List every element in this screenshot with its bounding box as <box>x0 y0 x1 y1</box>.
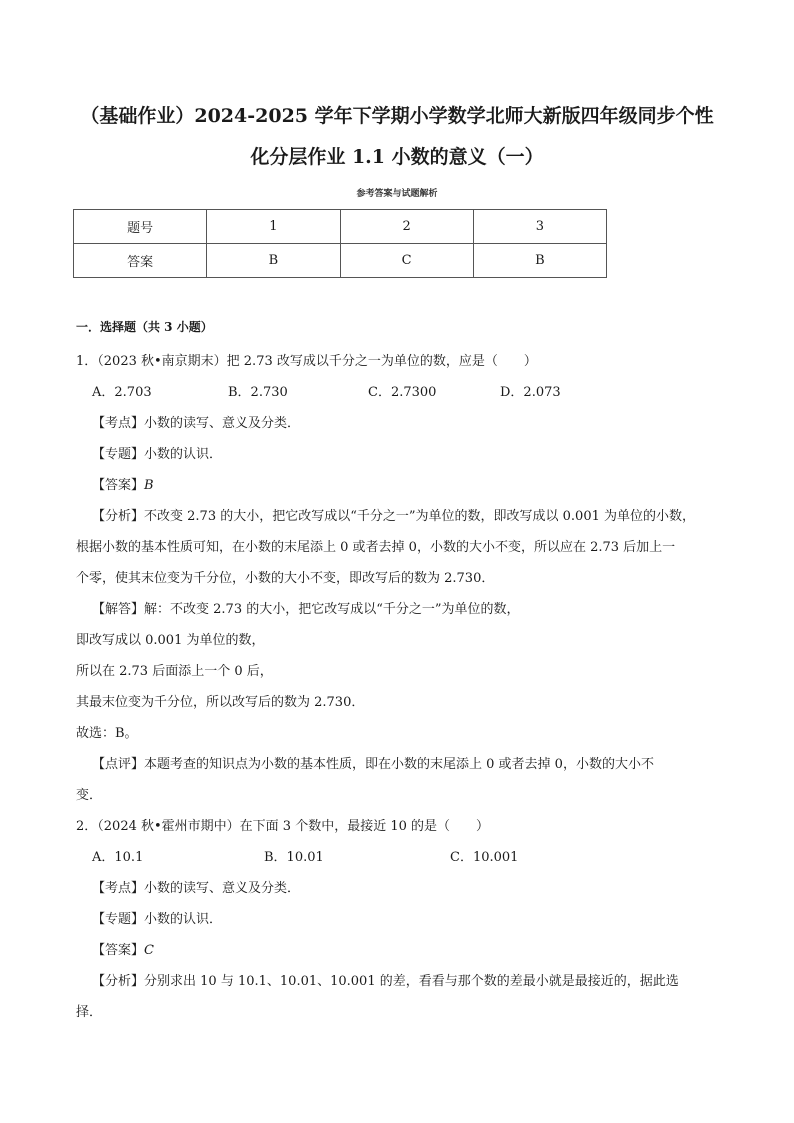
option-a: A．10.1 <box>92 850 144 865</box>
document-subtitle: 参考答案与试题解析 <box>356 189 438 199</box>
table-cell: B <box>473 244 606 278</box>
fenxi-text: 分别求出 10 与 10.1、10.01、10.001 的差，看看与那个数的差最小就是最接近的，据此选 <box>144 974 679 989</box>
zhuanti-line <box>76 904 726 935</box>
fenxi-line-3: 个零，使其末位变为千分位，小数的大小不变，即改写后的数为 2.730． <box>76 571 495 586</box>
table-cell: 2 <box>340 210 473 244</box>
daan-line <box>76 935 726 966</box>
zhuanti-line <box>76 439 726 470</box>
daan-line <box>76 470 726 501</box>
daan-label: 【答案】 <box>92 943 145 958</box>
fenxi-label: 【分析】 <box>92 509 145 524</box>
kaodian-line <box>76 408 726 439</box>
option-b: B．10.01 <box>264 850 324 865</box>
table-cell: 3 <box>473 210 606 244</box>
kaodian-text: 小数的读写、意义及分类． <box>144 416 301 431</box>
dianping-label: 【点评】 <box>92 757 145 772</box>
option-b: B．2.730 <box>228 385 288 400</box>
option-c: C．2.7300 <box>368 385 437 400</box>
kaodian-text: 小数的读写、意义及分类． <box>144 881 301 896</box>
section-title: 一．选择题（共 3 小题） <box>76 320 213 334</box>
jieda-line-3: 所以在 2.73 后面添上一个 0 后， <box>76 664 273 679</box>
document-title-line-1: （基础作业）2024-2025 学年下学期小学数学北师大新版四年级同步个性 <box>80 105 714 127</box>
daan-text: C <box>144 943 154 958</box>
jieda-line-4: 其最末位变为千分位，所以改写后的数为 2.730． <box>76 695 365 710</box>
kaodian-label: 【考点】 <box>92 416 145 431</box>
table-cell: 1 <box>207 210 340 244</box>
jieda-line-1 <box>76 594 726 625</box>
fenxi-line-1 <box>76 501 726 532</box>
jieda-line-5: 故选：B。 <box>76 726 138 741</box>
fenxi-line-2: 根据小数的基本性质可知，在小数的末尾添上 0 或者去掉 0，小数的大小不变，所以应在 2.73 后加上一 <box>76 540 676 555</box>
options-row <box>76 377 726 408</box>
answer-table <box>73 209 607 278</box>
jieda-label: 【解答】 <box>92 602 145 617</box>
zhuanti-label: 【专题】 <box>92 447 145 462</box>
question-1 <box>76 346 726 811</box>
question-stem: 1．（2023 秋•南京期末）把 2.73 改写成以千分之一为单位的数，应是（ ） <box>76 354 537 369</box>
table-cell: 答案 <box>74 244 207 278</box>
fenxi-label: 【分析】 <box>92 974 145 989</box>
fenxi-line-2: 择． <box>76 1005 103 1020</box>
table-cell: 题号 <box>74 210 207 244</box>
jieda-line-2: 即改写成以 0.001 为单位的数， <box>76 633 265 648</box>
fenxi-line-1 <box>76 966 726 997</box>
daan-label: 【答案】 <box>92 478 145 493</box>
answer-table-header-row <box>74 210 607 244</box>
zhuanti-text: 小数的认识． <box>144 447 223 462</box>
kaodian-line <box>76 873 726 904</box>
dianping-text: 本题考查的知识点为小数的基本性质，即在小数的末尾添上 0 或者去掉 0，小数的大小不 <box>144 757 654 772</box>
table-cell: C <box>340 244 473 278</box>
table-cell: B <box>207 244 340 278</box>
dianping-line-1 <box>76 749 726 780</box>
question-2 <box>76 811 726 1028</box>
option-a: A．2.703 <box>92 385 152 400</box>
option-d: D．2.073 <box>500 385 561 400</box>
jieda-text: 解：不改变 2.73 的大小，把它改写成以“千分之一”为单位的数， <box>144 602 520 617</box>
fenxi-text: 不改变 2.73 的大小，把它改写成以“千分之一”为单位的数，即改写成以 0.001 为单位的小数， <box>144 509 695 524</box>
document-body <box>76 316 726 1028</box>
option-c: C．10.001 <box>450 850 519 865</box>
dianping-line-2: 变． <box>76 788 103 803</box>
zhuanti-text: 小数的认识． <box>144 912 223 927</box>
kaodian-label: 【考点】 <box>92 881 145 896</box>
daan-text: B <box>144 478 154 493</box>
options-row <box>76 842 726 873</box>
zhuanti-label: 【专题】 <box>92 912 145 927</box>
answer-table-answer-row <box>74 244 607 278</box>
document-title-line-2: 化分层作业 1.1 小数的意义（一） <box>250 146 544 168</box>
question-stem: 2．（2024 秋•霍州市期中）在下面 3 个数中，最接近 10 的是（ ） <box>76 819 489 834</box>
